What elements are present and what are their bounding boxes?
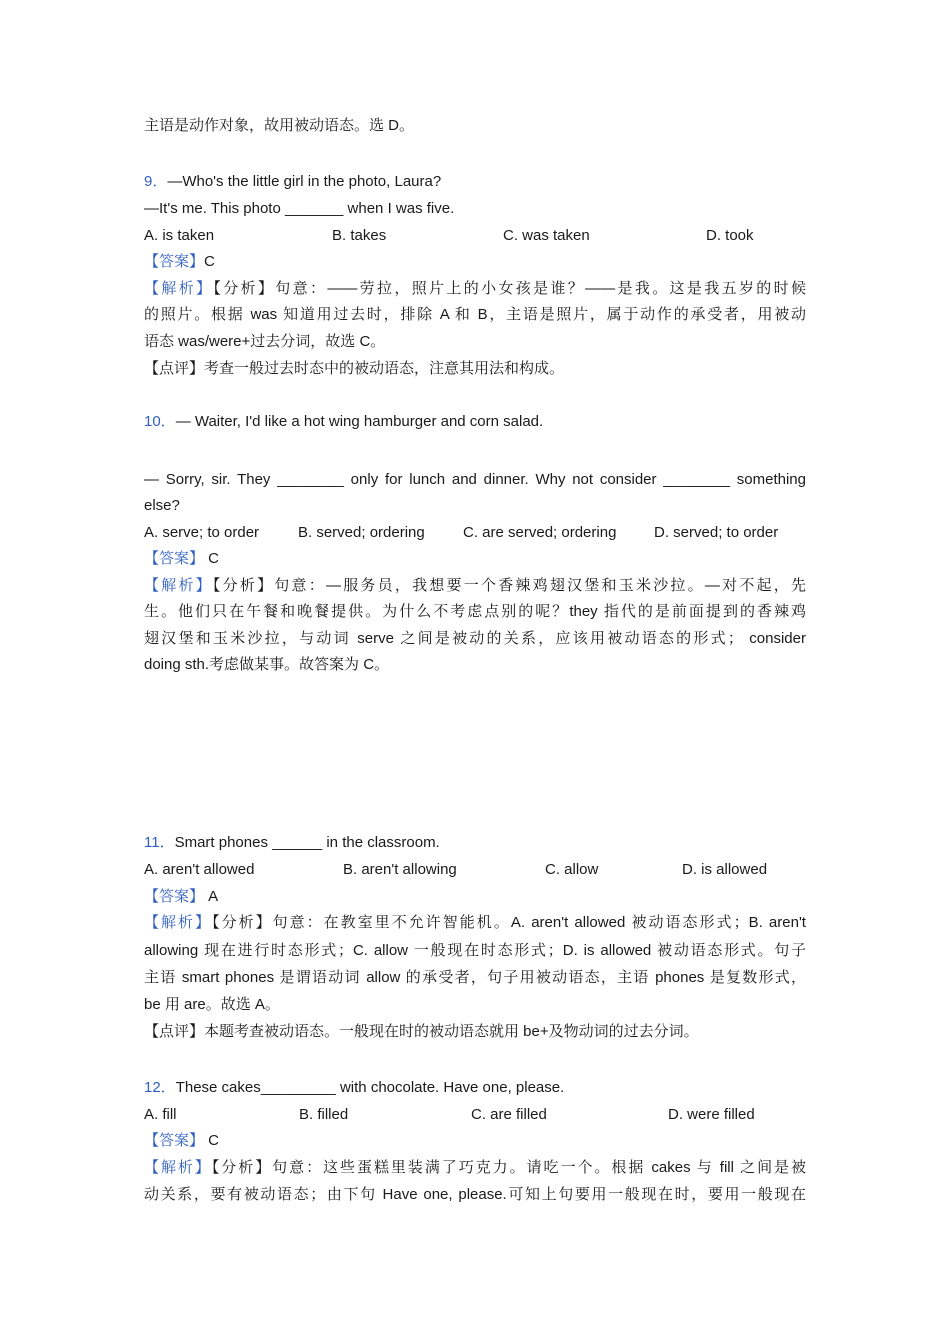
option-d: D. is allowed <box>682 861 768 878</box>
question-10-line1: 10．— Waiter, I'd like a hot wing hamburger and corn salad. <box>144 413 544 430</box>
option-d: D. were filled <box>668 1106 755 1123</box>
option-c: C. are filled <box>471 1106 547 1123</box>
analysis-line: 语态 was/were+过去分词，故选 C。 <box>144 333 386 350</box>
comment-line: 【点评】本题考查被动语态。一般现在时的被动语态就用 be+及物动词的过去分词。 <box>144 1023 699 1040</box>
analysis-line: 主语 smart phones 是谓语动词 allow 的承受者，句子用被动语态，主语 phones 是复数形式， <box>144 969 806 986</box>
option-d: D. served; to order <box>654 524 779 541</box>
option-a: A. fill <box>144 1106 177 1123</box>
analysis-line: 动关系，要有被动语态；由下句 Have one, please.可知上句要用一般现在时，要用一般现在 <box>144 1186 806 1203</box>
option-b: B. filled <box>299 1106 349 1123</box>
analysis-line: allowing 现在进行时态形式；C. allow 一般现在时态形式；D. is allowed 被动语态形式。句子 <box>144 942 806 959</box>
answer-line: 【答案】 C <box>144 550 220 567</box>
analysis-line: 【解析】【分析】句意：——劳拉，照片上的小女孩是谁？——是我。这是我五岁的时候 <box>144 280 806 297</box>
analysis-line: 生。他们只在午餐和晚餐提供。为什么不考虑点别的呢？they 指代的是前面提到的香辣鸡 <box>144 603 806 620</box>
question-number: 11． <box>144 834 175 851</box>
option-b: B. aren't allowing <box>343 861 457 878</box>
option-b: B. takes <box>332 227 387 244</box>
analysis-line: 【解析】【分析】句意：—服务员，我想要一个香辣鸡翅汉堡和玉米沙拉。—对不起，先 <box>144 577 806 594</box>
analysis-line: doing sth.考虑做某事。故答案为 C。 <box>144 656 390 673</box>
question-number: 12． <box>144 1079 176 1096</box>
option-a: A. is taken <box>144 227 215 244</box>
intro-line: 主语是动作对象，故用被动语态。选 D。 <box>144 117 415 134</box>
question-number: 9． <box>144 173 168 190</box>
analysis-line: 翅汉堡和玉米沙拉，与动词 serve 之间是被动的关系，应该用被动语态的形式； consider <box>144 630 806 647</box>
option-c: C. was taken <box>503 227 590 244</box>
option-c: C. are served; ordering <box>463 524 617 541</box>
analysis-line: 【解析】【分析】句意：这些蛋糕里装满了巧克力。请吃一个。根据 cakes 与 fill 之间是被 <box>144 1159 806 1176</box>
option-a: A. serve; to order <box>144 524 260 541</box>
question-12-line1: 12．These cakes_________ with chocolate. Have one, please. <box>144 1079 565 1096</box>
option-c: C. allow <box>545 861 599 878</box>
option-b: B. served; ordering <box>298 524 425 541</box>
analysis-line: 的照片。根据 was 知道用过去时，排除 A 和 B，主语是照片，属于动作的承受者，用被动 <box>144 306 806 323</box>
comment-line: 【点评】考查一般过去时态中的被动语态，注意其用法和构成。 <box>144 360 565 377</box>
question-11-line1: 11．Smart phones ______ in the classroom. <box>144 834 440 851</box>
question-number: 10． <box>144 413 176 430</box>
question-10-line2: — Sorry, sir. They ________ only for lunch and dinner. Why not consider ________ something <box>144 471 806 488</box>
analysis-line: be 用 are。故选 A。 <box>144 996 280 1013</box>
option-a: A. aren't allowed <box>144 861 255 878</box>
question-9-line2: —It's me. This photo _______ when I was five. <box>144 200 455 217</box>
answer-line: 【答案】 A <box>144 888 219 905</box>
question-10-line3: else? <box>144 497 180 514</box>
analysis-line: 【解析】【分析】句意：在教室里不允许智能机。A. aren't allowed 被动语态形式；B. aren't <box>144 914 806 931</box>
answer-line: 【答案】C <box>144 253 215 270</box>
question-9-line1: 9．—Who's the little girl in the photo, Laura? <box>144 173 442 190</box>
option-d: D. took <box>706 227 754 244</box>
answer-line: 【答案】 C <box>144 1132 220 1149</box>
